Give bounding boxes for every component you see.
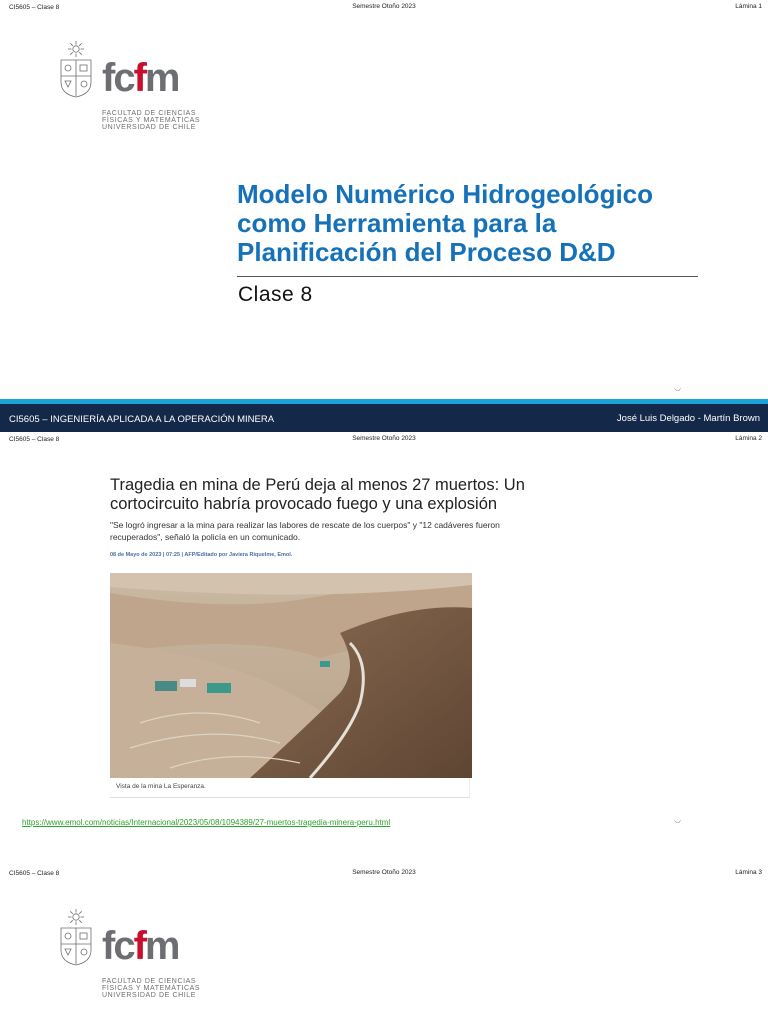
header-course: CI5605 – Clase 8	[9, 436, 60, 443]
fcfm-wordmark: fcfm	[102, 56, 179, 100]
header-sheet-number: Lámina 3	[735, 869, 762, 876]
slide-1	[0, 0, 768, 432]
footer-course-name: CI5605 – INGENIERÍA APLICADA A LA OPERACIÓN MINERA	[9, 414, 275, 425]
header-semester: Semestre Otoño 2023	[352, 3, 416, 10]
source-link[interactable]: https://www.emol.com/noticias/Internacional/2023/05/08/1094389/27-muertos-tragedia-minera-peru.html	[22, 818, 391, 827]
footer-authors: José Luis Delgado - Martín Brown	[616, 413, 760, 424]
fcfm-wordmark: fcfm	[102, 924, 179, 968]
mine-photo	[110, 573, 472, 778]
fcfm-logo	[58, 40, 208, 135]
fcfm-logo	[58, 908, 208, 1003]
slide-footer	[0, 404, 768, 432]
slide-header	[0, 864, 768, 878]
faculty-name: FACULTAD DE CIENCIAS FÍSICAS Y MATEMÁTICAS UNIVERSIDAD DE CHILE	[102, 110, 201, 132]
header-sheet-number: Lámina 1	[735, 3, 762, 10]
university-crest-icon	[58, 908, 94, 966]
article-lead: "Se logró ingresar a la mina para realizar las labores de rescate de los cuerpos" y "12 cadáveres fueron recuperados", señaló la policía en un comunicado.	[110, 520, 500, 542]
header-semester: Semestre Otoño 2023	[352, 869, 416, 876]
slide-2	[0, 432, 768, 864]
header-sheet-number: Lámina 2	[735, 435, 762, 442]
header-course: CI5605 – Clase 8	[9, 870, 60, 877]
presentation-title: Modelo Numérico Hidrogeológico como Herramienta para la Planificación del Proceso D&D	[237, 179, 654, 267]
faculty-name: FACULTAD DE CIENCIAS FÍSICAS Y MATEMÁTICAS UNIVERSIDAD DE CHILE	[102, 978, 201, 1000]
university-crest-icon	[58, 40, 94, 98]
slide-marker-icon: ◡	[674, 815, 681, 824]
slide-3	[0, 864, 768, 1024]
header-course: CI5605 – Clase 8	[9, 4, 60, 11]
title-divider	[237, 276, 698, 277]
article-byline: 08 de Mayo de 2023 | 07:25 | AFP/Editado por Javiera Riquelme, Emol.	[110, 552, 293, 558]
header-semester: Semestre Otoño 2023	[352, 435, 416, 442]
article-headline: Tragedia en mina de Perú deja al menos 27 muertos: Un cortocircuito habría provocado fuego y una explosión	[110, 476, 525, 513]
slide-header	[0, 0, 768, 14]
slide-header	[0, 432, 768, 446]
slide-marker-icon: ◡	[674, 383, 681, 392]
photo-caption: Vista de la mina La Esperanza.	[110, 778, 470, 798]
presentation-subtitle: Clase 8	[238, 283, 313, 306]
